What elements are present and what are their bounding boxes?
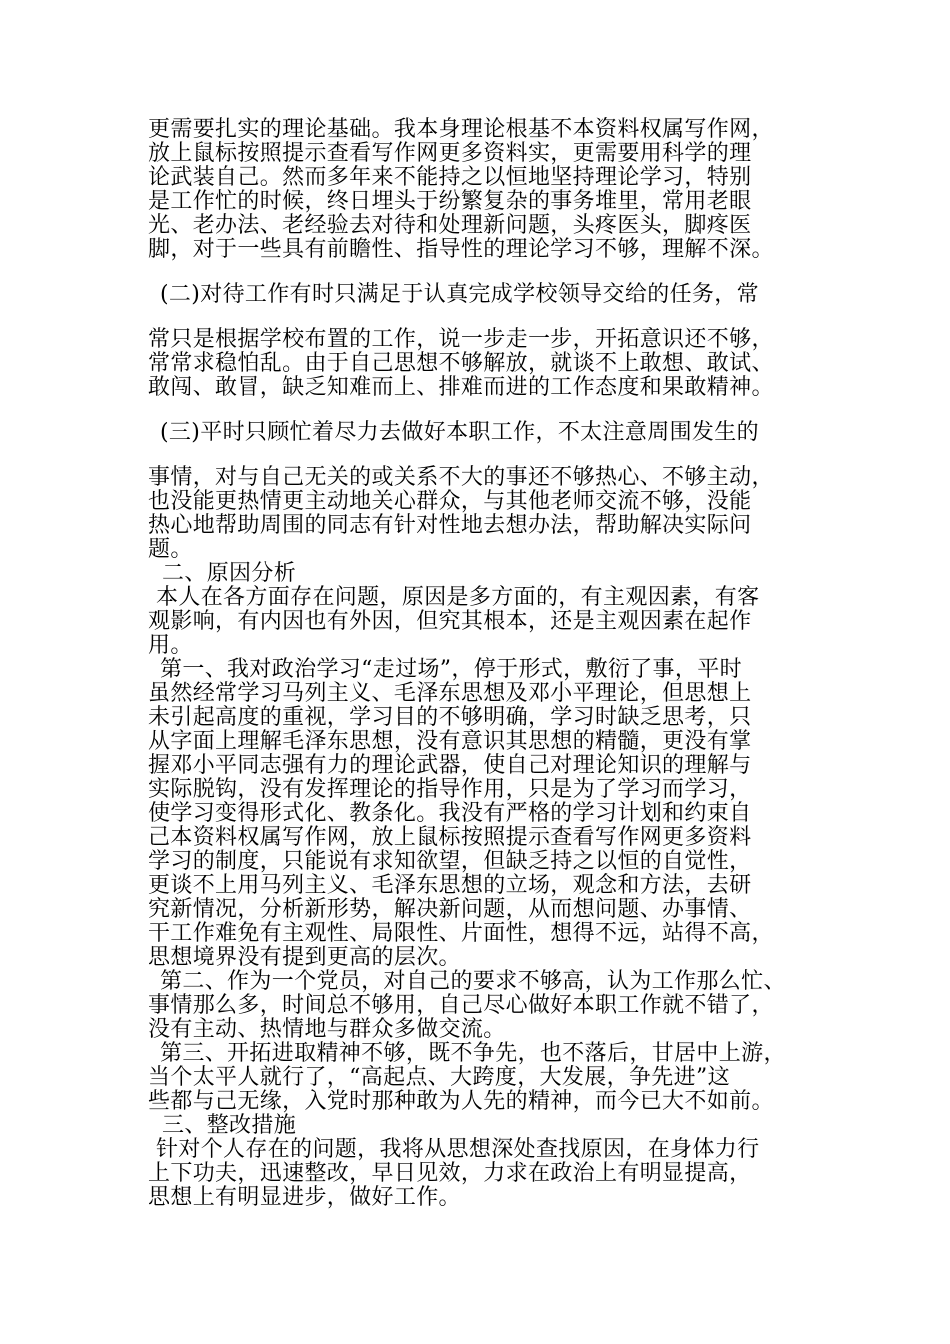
text-line: 也没能更热情更主动地关心群众，与其他老师交流不够，没能: [148, 489, 752, 514]
text-line: 思想境界没有提到更高的层次。: [148, 945, 461, 970]
section-2-title: [148, 562, 820, 586]
text-line: 本人在各方面存在问题，原因是多方面的，有主观因素，有客: [156, 585, 760, 610]
text-line: 脚，对于一些具有前瞻性、指导性的理论学习不够，理解不深。: [148, 237, 774, 262]
text-line: 己本资料权属写作网，放上鼠标按照提示查看写作网更多资料: [148, 825, 752, 850]
text-line: 第三、开拓进取精神不够，既不争先，也不落后，甘居中上游，: [160, 1041, 786, 1066]
reason-2-paragraph: [148, 970, 820, 1042]
text-line: 使学习变得形式化、教条化。我没有严格的学习计划和约束自: [148, 801, 752, 826]
text-line: (三)平时只顾忙着尽力去做好本职工作，不太注意周围发生的: [160, 420, 759, 445]
text-line: 敢闯、敢冒，缺乏知难而上、排难而进的工作态度和果敢精神。: [148, 375, 774, 400]
text-line: 虽然经常学习马列主义、毛泽东思想及邓小平理论，但思想上: [148, 681, 752, 706]
text-line: 观影响，有内因也有外因，但究其根本，还是主观因素在起作: [148, 609, 752, 634]
item-2-body: [148, 328, 820, 400]
text-line: 第一、我对政治学习“走过场”，停于形式，敷衍了事，平时: [160, 657, 742, 682]
item-3-heading: [148, 421, 820, 445]
text-line: 光、老办法、老经验去对待和处理新问题，头疼医头，脚疼医: [148, 213, 752, 238]
text-line: 热心地帮助周围的同志有针对性地去想办法，帮助解决实际问: [148, 513, 752, 538]
item-3-body: [148, 466, 820, 562]
text-line: 从字面上理解毛泽东思想，没有意识其思想的精髓，更没有掌: [148, 729, 752, 754]
text-line: 握邓小平同志强有力的理论武器，使自己对理论知识的理解与: [148, 753, 752, 778]
reason-1-paragraph: [148, 658, 820, 970]
section-3-body: [148, 1138, 820, 1210]
text-line: 常只是根据学校布置的工作，说一步走一步，开拓意识还不够，: [148, 327, 774, 352]
item-2-heading: [148, 283, 820, 307]
text-line: 题。: [148, 537, 193, 562]
text-line: 究新情况，分析新形势，解决新问题，从而想问题、办事情、: [148, 897, 752, 922]
text-line: 事情，对与自己无关的或关系不大的事还不够热心、不够主动，: [148, 465, 774, 490]
text-line: 论武装自己。然而多年来不能持之以恒地坚持理论学习，特别: [148, 165, 752, 190]
text-line: 没有主动、热情地与群众多做交流。: [148, 1017, 506, 1042]
reason-3-paragraph: [148, 1042, 820, 1114]
text-line: 放上鼠标按照提示查看写作网更多资料实，更需要用科学的理: [148, 141, 752, 166]
text-line: 事情那么多，时间总不够用，自己尽心做好本职工作就不错了，: [148, 993, 774, 1018]
section-heading: 三、整改措施: [162, 1113, 297, 1138]
text-line: 第二、作为一个党员，对自己的要求不够高，认为工作那么忙、: [160, 969, 786, 994]
text-line: 思想上有明显进步，做好工作。: [148, 1185, 461, 1210]
text-line: 实际脱钩，没有发挥理论的指导作用，只是为了学习而学习，: [148, 777, 752, 802]
text-line: 是工作忙的时候，终日埋头于纷繁复杂的事务堆里，常用老眼: [148, 189, 752, 214]
text-line: 学习的制度，只能说有求知欲望，但缺乏持之以恒的自觉性，: [148, 849, 752, 874]
text-line: 当个太平人就行了，“高起点、大跨度，大发展，争先进”这: [148, 1065, 730, 1090]
text-line: 常常求稳怕乱。由于自己思想不够解放，就谈不上敢想、敢试、: [148, 351, 774, 376]
text-line: 更需要扎实的理论基础。我本身理论根基不本资料权属写作网，: [148, 117, 774, 142]
text-line: 上下功夫，迅速整改，早日见效，力求在政治上有明显提高，: [148, 1161, 752, 1186]
document-page: [148, 118, 820, 1210]
paragraph-theory: [148, 118, 820, 262]
text-line: 更谈不上用马列主义、毛泽东思想的立场，观念和方法，去研: [148, 873, 752, 898]
text-line: (二)对待工作有时只满足于认真完成学校领导交给的任务，常: [160, 282, 759, 307]
text-line: 未引起高度的重视，学习目的不够明确，学习时缺乏思考，只: [148, 705, 752, 730]
section-heading: 二、原因分析: [162, 561, 297, 586]
section-3-title: [148, 1114, 820, 1138]
text-line: 针对个人存在的问题，我将从思想深处查找原因，在身体力行: [156, 1137, 760, 1162]
section-2-intro: [148, 586, 820, 658]
text-line: 用。: [148, 633, 193, 658]
text-line: 干工作难免有主观性、局限性、片面性，想得不远，站得不高，: [148, 921, 774, 946]
text-line: 些都与己无缘，入党时那种敢为人先的精神，而今已大不如前。: [148, 1089, 774, 1114]
